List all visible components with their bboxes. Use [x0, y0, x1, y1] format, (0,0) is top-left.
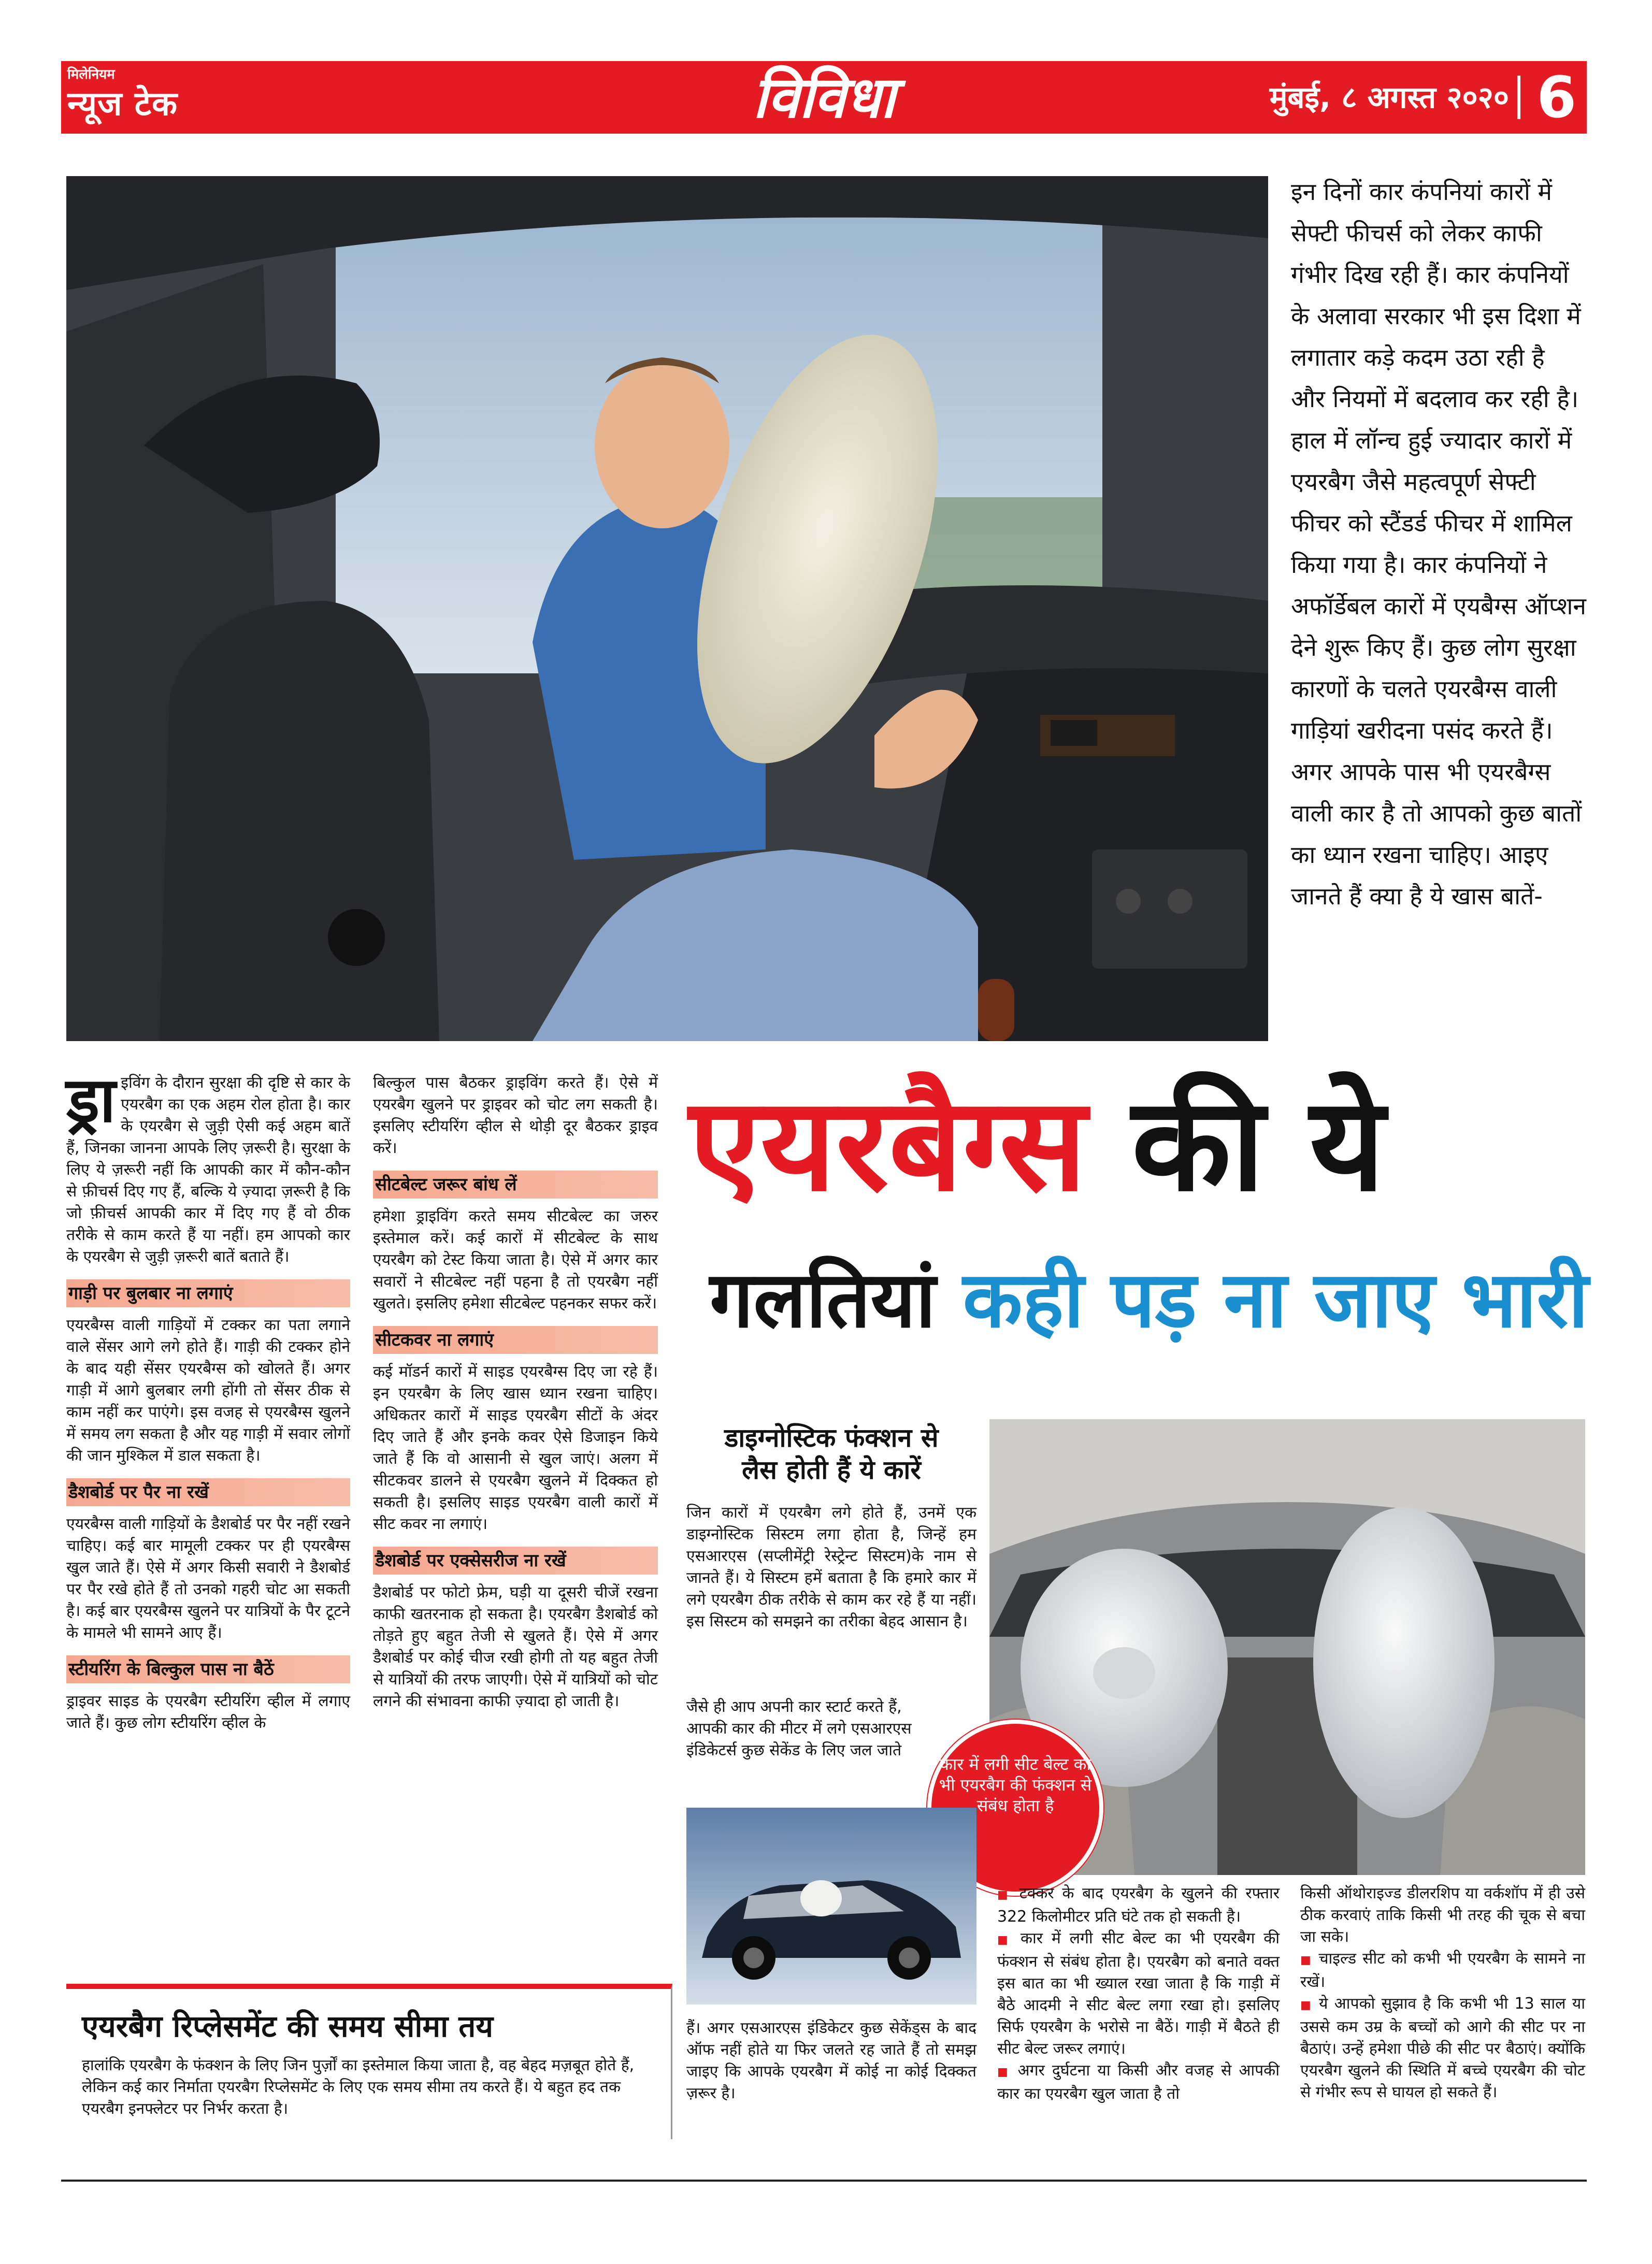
bullet-square-icon: ■ — [997, 1934, 1012, 1946]
diagnostic-title: डाइग्नोस्टिक फंक्शन से लैस होती हैं ये कारें — [724, 1423, 939, 1485]
page-number: 6 — [1536, 64, 1576, 131]
subhead-bullbar: गाड़ी पर बुलबार ना लगाएं — [66, 1279, 350, 1307]
masthead-divider — [1517, 76, 1520, 119]
bullet-square-icon: ■ — [997, 2066, 1011, 2079]
bullet-square-icon: ■ — [997, 1888, 1012, 1901]
main-photo-driver-airbag — [66, 176, 1268, 1041]
dropcap: ड्रा — [66, 1064, 116, 1136]
brand-name: न्यूज टेक — [67, 85, 178, 123]
bullet-child-seat: ■ चाइल्ड सीट को कभी भी एयरबैग के सामने ना रखें। — [1300, 1950, 1585, 1991]
text-seatbelt: हमेशा ड्राइविंग करते समय सीटबेल्ट का जरुर इस्तेमाल करें। कई कारों में सीटबेल्ट के साथ एयरबैग को टेस्ट किया जाता है। ऐसे में अगर कार सवारों ने सीटबेल्ट नहीं पहना है तो एयरबैग नहीं खुलते। इसलिए हमेशा सीटबेल्ट पहनकर सफर करें। — [373, 1207, 658, 1313]
article-column-5 — [997, 1883, 1280, 2152]
article-column-2 — [373, 1072, 658, 1927]
issue-date: मुंबई, ८ अगस्त २०२० — [1269, 80, 1509, 115]
text-steering-distance: ड्राइवर साइड के एयरबैग स्टीयरिंग व्हील में लगाए जाते हैं। कुछ लोग स्टीयरिंग व्हील के — [66, 1692, 350, 1732]
bullet-square-icon: ■ — [1300, 1999, 1313, 2012]
text-dashboard-feet: एयरबैग्स वाली गाड़ियों के डैशबोर्ड पर पैर नहीं रखने चाहिए। कई बार मामूली टक्कर पर ही एयरबैग्स खुल जाते हैं। ऐसे में अगर किसी सवारी ने डैशबोर्ड पर पैर रखे होते हैं तो उनको गहरी चोट आ सकती है। कई बार एयरबैग्स खुलने पर यात्रियों के पैर टूटने के मामले भी सामने आए हैं। — [66, 1515, 350, 1642]
headline-black-word-2: गलतियां — [710, 1255, 936, 1345]
subhead-seatbelt: सीटबेल्ट जरूर बांध लें — [373, 1171, 658, 1199]
subhead-seatcover: सीटकवर ना लगाएं — [373, 1326, 658, 1354]
column-2-lead: बिल्कुल पास बैठकर ड्राइविंग करते हैं। ऐसे में एयरबैग खुलने पर ड्राइवर को चोट लग सकती है। इसलिए स्टीयरिंग व्हील से थोड़ी दूर बैठकर ड्राइव करें। — [373, 1074, 658, 1157]
subhead-dashboard-accessories: डैशबोर्ड पर एक्सेसरीज ना रखें — [373, 1547, 658, 1575]
bullet-square-icon: ■ — [1300, 1954, 1313, 1967]
column-1-lead: ड्रा इविंग के दौरान सुरक्षा की दृष्टि से कार के एयरबैग का एक अहम रोल होता है। कार के एयरबैग से जुड़ी ऐसी कई अहम बातें हैं, जिनका जानना आपके लिए ज़रूरी है। सुरक्षा के लिए ये ज़रूरी नहीं कि आपकी कार में कौन-कौन से फ़ीचर्स दिए गए हैं, बल्कि ये ज़्यादा ज़रूरी है कि जो फ़ीचर्स आपकी कार में दिए गए हैं वो ठीक तरीके से काम करते हैं या नहीं। हम आपको कार के एयरबैग से जुड़ी ज़रूरी बातें बताते हैं। — [66, 1064, 350, 1266]
subhead-dashboard-feet: डैशबोर्ड पर पैर ना रखें — [66, 1478, 350, 1506]
replacement-box-text: हालांकि एयरबैग के फंक्शन के लिए जिन पुर्ज़ों का इस्तेमाल किया जाता है, वह बेहद मज़बूत होते हैं, लेकिन कई कार निर्माता एयरबैग रिप्लेसमेंट के लिए एक समय सीमा तय करते हैं। ये बहुत हद तक एयरबैग इनफ्लेटर पर निर्भर करता है। — [82, 2056, 635, 2118]
subhead-steering-distance: स्टीयरिंग के बिल्कुल पास ना बैठें — [66, 1655, 350, 1683]
intro-paragraph: इन दिनों कार कंपनियां कारों में सेफ्टी फीचर्स को लेकर काफी गंभीर दिख रही हैं। कार कंपनियों के अलावा सरकार भी इस दिशा में लगातार कड़े कदम उठा रही है और नियमों में बदलाव कर रही है। हाल में लॉन्च हुई ज्यादार कारों में एयरबैग जैसे महत्वपूर्ण सेफ्टी फीचर को स्टैंडर्ड फीचर में शामिल किया गया है। कार कंपनियों ने अफॉर्डेबल कारों में एयबैग्स ऑप्शन देने शुरू किए हैं। कुछ लोग सुरक्षा कारणों के चलते एयरबैग्स वाली गाड़ियां खरीदना पसंद करते हैं। अगर आपके पास भी एयरबैग्स वाली कार है तो आपको कुछ बातों का ध्यान रखना चाहिए। आइए जानते हैं क्या है ये खास बातें- — [1291, 178, 1586, 910]
headline-blue-words: कही पड़ ना जाए भारी — [963, 1255, 1589, 1345]
car-cutaway-photo — [686, 1808, 976, 2005]
replacement-box — [66, 1984, 672, 2139]
diagnostic-text: जिन कारों में एयरबैग लगे होते हैं, उनमें एक डाइग्नोस्टिक सिस्टम लगा होता है, जिन्हें हम एसआरएस (सप्लीमेंट्री रेस्ट्रेन्ट सिस्टम)के नाम से जानते हैं। ये सिस्टम हमें बताता है कि हमारे कार में लगे एयरबैग ठीक तरीके से काम कर रहे हैं या नहीं। इस सिस्टम को समझने का तरीका बेहद आसान है। — [686, 1504, 976, 1631]
bullet-child-age: ■ ये आपको सुझाव है कि कभी भी 13 साल या उससे कम उम्र के बच्चों को आगे की सीट पर ना बैठाएं। उन्हें हमेशा पीछे की सीट पर बैठाएं। क्योंकि एयरबैग खुलने की स्थिति में बच्चे एयरबैग की चोट से गंभीर रूप से घायल हो सकते हैं। — [1300, 1995, 1585, 2101]
headline-black-words: की ये — [1131, 1069, 1385, 1220]
text-seatcover: कई मॉडर्न कारों में साइड एयरबैग्स दिए जा रहे हैं। इन एयरबैग के लिए खास ध्यान रखना चाहिए। अधिकतर कारों में साइड एयरबैग सीटों के अंदर दिए जाते हैं और इनके कवर ऐसे डिजाइन किये जाते हैं कि वो आसानी से खुल जाएं। अलग में सीटकवर डालने से एयरबैग खुलने में दिक्कत हो सकती है। इसलिए साइड एयरबैग वाली कारों में सीट कवर ना लगाएं। — [373, 1363, 658, 1533]
bullet-speed: ■ टक्कर के बाद एयरबैग के खुलने की रफ्तार 322 किलोमीटर प्रति घंटे तक हो सकती है। — [997, 1884, 1280, 1926]
seatbelt-callout-circle: कार में लगी सीट बेल्ट का भी एयरबैग की फंक्शन से संबंध होता है — [927, 1720, 1103, 1896]
text-bullbar: एयरबैग्स वाली गाड़ियों में टक्कर का पता लगाने वाले सेंसर आगे लगे होते हैं। गाड़ी की टक्कर होने के बाद यही सेंसर एयरबैग्स को खोलते हैं। अगर गाड़ी में आगे बुलबार लगी होंगी तो सेंसर ठीक से काम नहीं कर पाएंगे। इस वजह से एयरबैग्स खुलने में समय लग सकता है और यह गाड़ी में सवार लोगों की जान मुश्किल में डाल सकता है। — [66, 1316, 350, 1465]
bullet-accident: ■ अगर दुर्घटना या किसी और वजह से आपकी कार का एयरबैग खुल जाता है तो — [997, 2061, 1280, 2103]
diagnostic-text-cont: जैसे ही आप अपनी कार स्टार्ट करते हैं, आपकी कार की मीटर में लगे एसआरएस इंडिकेटर्स कुछ सेकेंड के लिए जल जाते — [686, 1698, 912, 1760]
column-6-lead: किसी ऑथोराइज्ड डीलरशिप या वर्कशॉप में ही उसे ठीक करवाएं ताकि किसी भी तरह की चूक से बचा जा सके। — [1300, 1884, 1585, 1946]
article-column-1 — [66, 1064, 350, 1927]
masthead — [61, 61, 1587, 134]
brand-small: मिलेनियम — [67, 67, 115, 82]
text-dashboard-accessories: डैशबोर्ड पर फोटो फ्रेम, घड़ी या दूसरी चीजें रखना काफी खतरनाक हो सकता है। एयरबैग डैशबोर्ड को तोड़ते हुए बहुत तेजी से खुलते हैं। ऐसे में अगर डैशबोर्ड पर कोई चीज रखी होगी तो यह बहुत तेजी से यात्रियों की तरफ जाएगी। ऐसे में यात्रियों को चोट लगने की संभावना काफी ज़्यादा हो जाती है। — [373, 1583, 658, 1710]
headline-line-2 — [710, 1255, 1590, 1347]
article-column-6 — [1300, 1883, 1585, 2152]
headline-red-word: एयरबैग्स — [689, 1069, 1087, 1220]
diagnostic-text-end: हैं। अगर एसआरएस इंडिकेटर कुछ सेकेंड्स के बाद ऑफ नहीं होते या फिर जलते रह जाते हैं तो समझ जाइए कि आपके एयरबैग में कोई ना कोई दिक्कत ज़रूर है। — [686, 2019, 976, 2102]
replacement-box-title: एयरबैग रिप्लेसमेंट की समय सीमा तय — [82, 2009, 494, 2044]
page-bottom-rule — [61, 2180, 1587, 2182]
section-title: विविधा — [752, 64, 896, 131]
headline-line-1 — [689, 1069, 1585, 1220]
bullet-seatbelt-relation: ■ कार में लगी सीट बेल्ट का भी एयरबैग की फंक्शन से संबंध होता है। एयरबैग को बनाते वक्त इस बात का भी ख्याल रखा जाता है कि गाड़ी में बैठे आदमी ने सीट बेल्ट लगा रखा हो। इसलिए सिर्फ एयरबैग के भरोसे ना बैठें। गाड़ी में बैठते ही सीट बेल्ट जरूर लगाएं। — [997, 1929, 1280, 2058]
